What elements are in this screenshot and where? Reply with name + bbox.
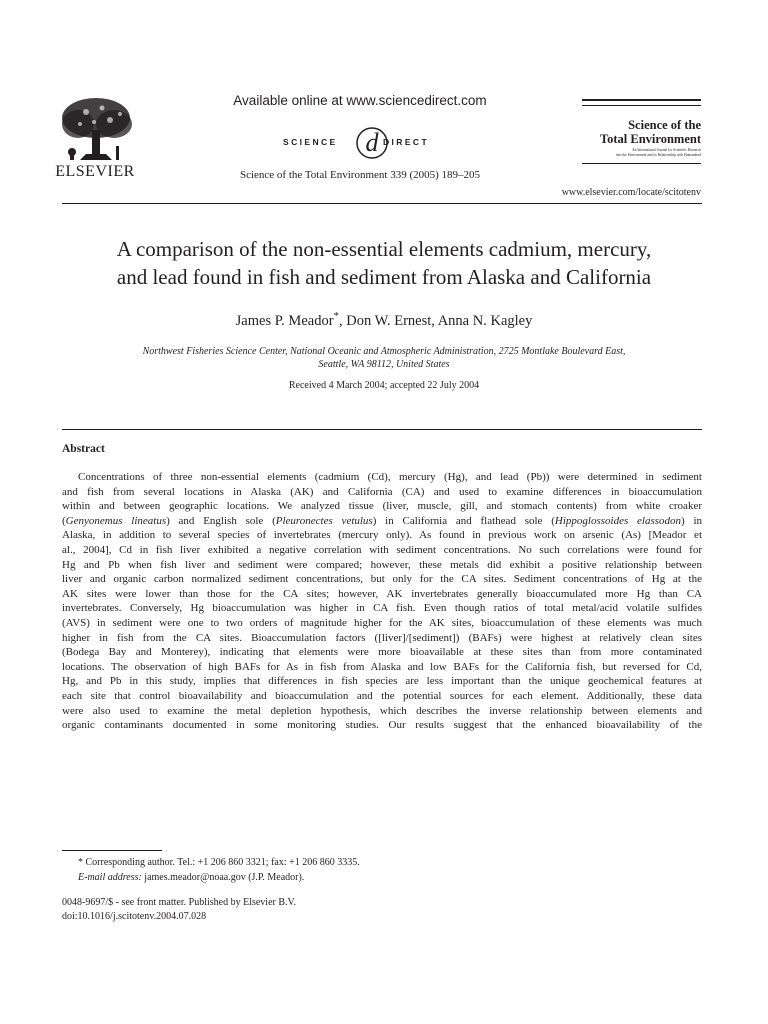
abstract-line: were also used to examine the metal depletion hypothesis, which describes the inverse relationship between elements and	[62, 704, 702, 717]
abstract-line: (Bodega Bay and Monterey), indicating that elements were more bioavailable at these sites than from more contaminated	[62, 646, 702, 659]
abstract-divider	[62, 429, 702, 430]
species-name: Genyonemus lineatus	[65, 514, 167, 527]
footnote-divider	[62, 850, 162, 851]
abstract-line: (AVS) in sediment were one to two orders of magnitude higher for the AK sites, bioaccumulation of these elements was much	[62, 616, 702, 629]
article-title-line: A comparison of the non-essential elements cadmium, mercury,	[116, 237, 652, 261]
author-list	[40, 310, 728, 330]
article-title	[40, 235, 728, 291]
issn-line: 0048-9697/$ - see front matter. Published by Elsevier B.V.	[62, 897, 296, 908]
sciencedirect-left-word: SCIENCE	[283, 137, 338, 147]
corresponding-author-mark[interactable]: *	[333, 310, 340, 322]
abstract-text: ) in	[681, 514, 703, 527]
masthead-rule	[582, 163, 701, 164]
journal-subtitle	[582, 148, 701, 157]
abstract-text: ) in California and flathead sole (	[372, 514, 555, 527]
journal-citation: Science of the Total Environment 339 (2005) 189–205	[239, 169, 481, 181]
corresponding-author-note: * Corresponding author. Tel.: +1 206 860 3321; fax: +1 206 860 3335.	[78, 857, 360, 868]
affiliation-line: Northwest Fisheries Science Center, National Oceanic and Atmospheric Administration, 2725 Montlake Boulevard East,	[142, 346, 626, 357]
abstract-body	[62, 470, 702, 733]
email-address-link[interactable]: james.meador@noaa.gov (J.P. Meador).	[141, 872, 305, 883]
received-dates: Received 4 March 2004; accepted 22 July 2004	[288, 380, 480, 391]
author-name[interactable]: James P. Meador	[235, 312, 334, 329]
masthead-rule	[582, 99, 701, 101]
article-title-line: and lead found in fish and sediment from Alaska and California	[116, 265, 652, 289]
abstract-line: al., 2004], Cd in fish liver exhibited a negative correlation with sediment concentrations. No such correlations were found for	[62, 543, 702, 556]
abstract-line: within and between geographic locations. We analyzed tissue (liver, muscle, gill, and stomach contents) from white croaker	[62, 500, 702, 513]
abstract-line: and fish from several locations in Alaska (AK) and California (CA) and used to examine differences in bioaccumulation	[62, 485, 702, 498]
abstract-line: higher in fish from the CA sites. Bioaccumulation factors ([liver]/[sediment]) (BAFs) were highest at relatively clean sites	[62, 631, 702, 644]
abstract-heading: Abstract	[62, 443, 105, 455]
abstract-line	[62, 514, 702, 529]
svg-text:d: d	[365, 128, 379, 157]
journal-title-line: Total Environment	[599, 132, 701, 146]
publisher-name: ELSEVIER	[55, 163, 135, 180]
doi-link[interactable]: doi:10.1016/j.scitotenv.2004.07.028	[62, 911, 207, 922]
sciencedirect-right-word: DIRECT	[383, 137, 430, 147]
journal-title	[600, 118, 701, 146]
available-online-link[interactable]: Available online at www.sciencedirect.com	[233, 93, 487, 108]
masthead-rule	[582, 105, 701, 106]
abstract-line: AK sites were lower than those for the CA sites; however, AK invertebrates generally bioaccumulated more Hg than CA	[62, 587, 702, 600]
abstract-line: Alaska, in addition to several species of invertebrates (mercury only). As found in previous work on arsenic (As) [Meador et	[62, 529, 702, 542]
species-name: Pleuronectes vetulus	[275, 514, 373, 527]
species-name: Hippoglossoides elassodon	[554, 514, 682, 527]
author-affiliation	[80, 345, 688, 371]
abstract-text: ) and English sole (	[166, 514, 276, 527]
abstract-text: (	[62, 514, 66, 527]
header-divider	[62, 203, 702, 204]
author-names-rest: , Don W. Ernest, Anna N. Kagley	[339, 312, 533, 329]
abstract-line: Hg, and Pb in this study, implies that differences in fish species are less important than the unique geochemical features at	[62, 675, 702, 688]
journal-masthead	[582, 99, 701, 169]
abstract-line: invertebrates. Conversely, Hg bioaccumulation was higher in CA fish. Even though ratios of total metal/acid volatile sulfides	[62, 602, 702, 615]
abstract-line: Concentrations of three non-essential elements (cadmium (Cd), mercury (Hg), and lead (Pb)) were determined in sediment	[78, 471, 702, 483]
journal-subtitle-line: into the Environment and its Relationship with Humankind	[615, 152, 701, 157]
abstract-line: each site that control bioavailability and bioaccumulation and the potential sources for each element. Additionally, these data	[62, 689, 702, 702]
journal-subtitle-line: An International Journal for Scientific Research	[632, 148, 701, 152]
abstract-line: liver and organic carbon normalized sediment concentrations, but only for the CA sites. Sediment concentrations of Hg at the	[62, 573, 702, 586]
journal-title-line: Science of the	[628, 118, 701, 132]
abstract-line: locations. The observation of high BAFs for As in fish from Alaska and low BAFs for the California fish, but reversed for Cd,	[62, 660, 702, 673]
affiliation-line: Seattle, WA 98112, United States	[318, 359, 450, 370]
email-label: E-mail address:	[78, 872, 142, 883]
abstract-line: Hg and Pb when fish liver and sediment were compared; however, these metals did exhibit a positive relationship between	[62, 558, 702, 571]
email-note	[62, 872, 304, 883]
journal-url-link[interactable]: www.elsevier.com/locate/scitotenv	[561, 187, 701, 198]
abstract-line: organic contaminants documented in some monitoring studies. Our results suggest that the enhanced bioavailability of the	[62, 719, 702, 732]
